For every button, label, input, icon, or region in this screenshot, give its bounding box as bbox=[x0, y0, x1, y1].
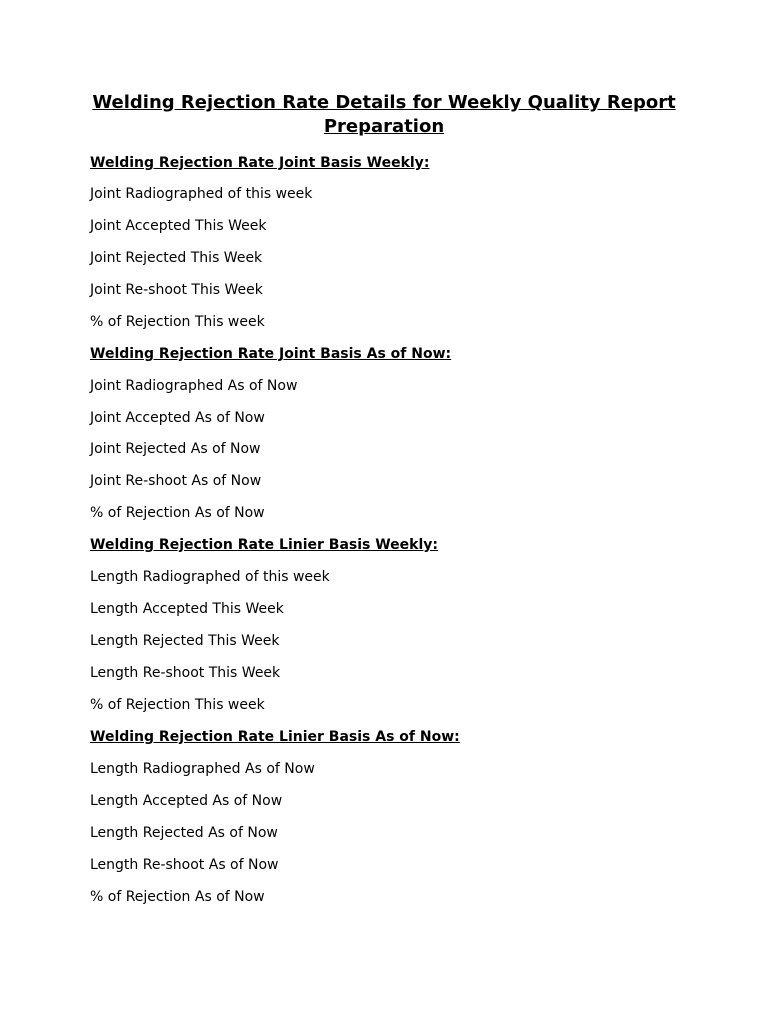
line-joint-rejection-percent-now: % of Rejection As of Now bbox=[90, 505, 265, 521]
section-heading-joint-weekly: Welding Rejection Rate Joint Basis Weekly: bbox=[90, 155, 430, 171]
line-length-accepted-week: Length Accepted This Week bbox=[90, 601, 284, 617]
section-heading-joint-as-of-now: Welding Rejection Rate Joint Basis As of Now: bbox=[90, 346, 452, 362]
line-length-reshoot-week: Length Re-shoot This Week bbox=[90, 665, 281, 681]
line-joint-radiographed-week: Joint Radiographed of this week bbox=[90, 186, 313, 202]
line-joint-rejection-percent-week: % of Rejection This week bbox=[90, 314, 265, 330]
line-length-reshoot-now: Length Re-shoot As of Now bbox=[90, 857, 279, 873]
line-joint-rejected-now: Joint Rejected As of Now bbox=[90, 441, 261, 457]
line-length-accepted-now: Length Accepted As of Now bbox=[90, 793, 283, 809]
line-joint-reshoot-week: Joint Re-shoot This Week bbox=[90, 282, 263, 298]
line-length-radiographed-week: Length Radiographed of this week bbox=[90, 569, 330, 585]
line-length-rejected-now: Length Rejected As of Now bbox=[90, 825, 278, 841]
line-length-rejection-percent-week: % of Rejection This week bbox=[90, 697, 265, 713]
section-heading-linier-as-of-now: Welding Rejection Rate Linier Basis As of Now: bbox=[90, 729, 460, 745]
line-joint-rejected-week: Joint Rejected This Week bbox=[90, 250, 263, 266]
section-heading-linier-weekly: Welding Rejection Rate Linier Basis Weekly: bbox=[90, 537, 439, 553]
line-length-radiographed-now: Length Radiographed As of Now bbox=[90, 761, 315, 777]
document-title-line-2: Preparation bbox=[323, 116, 445, 137]
line-joint-reshoot-now: Joint Re-shoot As of Now bbox=[90, 473, 262, 489]
document-title-line-1: Welding Rejection Rate Details for Weekly Quality Report bbox=[92, 92, 676, 113]
line-joint-accepted-now: Joint Accepted As of Now bbox=[90, 410, 265, 426]
line-joint-radiographed-now: Joint Radiographed As of Now bbox=[90, 378, 298, 394]
line-length-rejection-percent-now: % of Rejection As of Now bbox=[90, 889, 265, 905]
line-length-rejected-week: Length Rejected This Week bbox=[90, 633, 280, 649]
line-joint-accepted-week: Joint Accepted This Week bbox=[90, 218, 267, 234]
